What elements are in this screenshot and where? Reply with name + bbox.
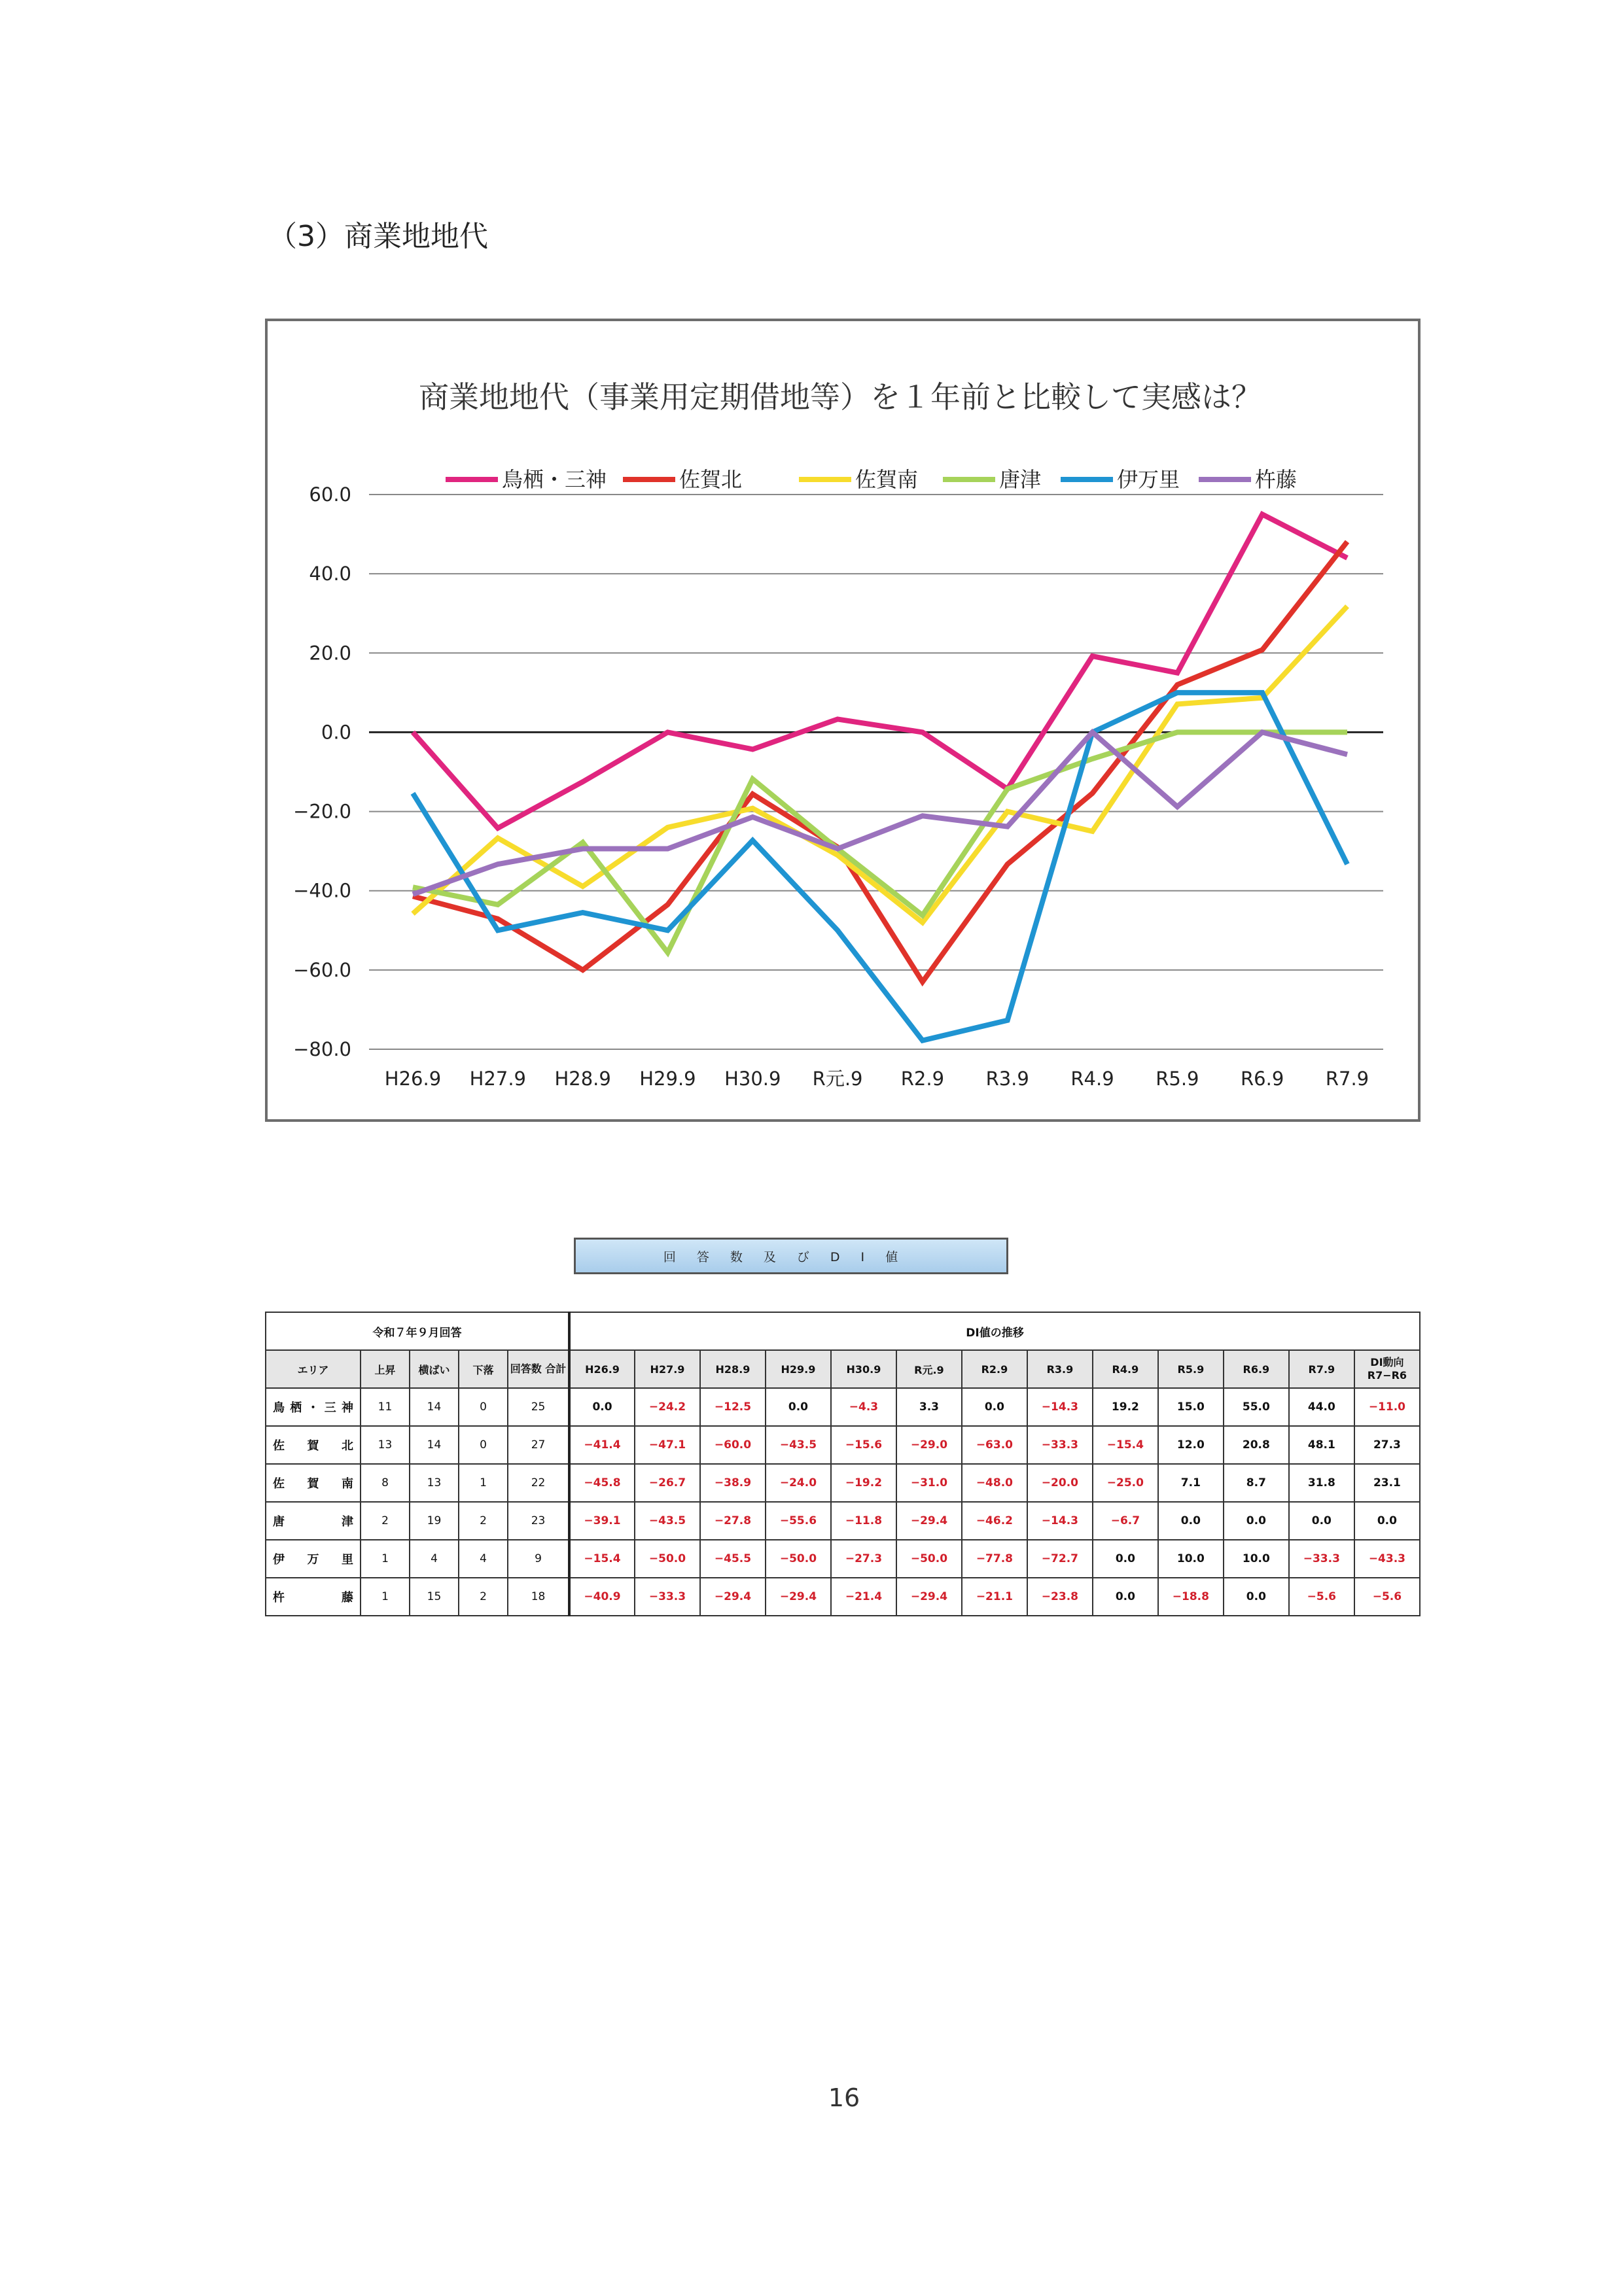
di-value-cell: 44.0 [1289, 1388, 1354, 1426]
di-value-cell: −50.0 [635, 1540, 700, 1578]
line-chart [268, 321, 1418, 1119]
legend-label: 伊万里 [1117, 467, 1180, 492]
page-number: 16 [828, 2083, 860, 2112]
di-value-cell: −29.4 [896, 1502, 962, 1540]
di-value-cell: −14.3 [1027, 1388, 1093, 1426]
di-value-cell: 10.0 [1224, 1540, 1289, 1578]
count-cell: 2 [459, 1502, 508, 1540]
count-cell: 23 [508, 1502, 569, 1540]
count-cell: 11 [361, 1388, 410, 1426]
di-value-cell: 31.8 [1289, 1464, 1354, 1502]
column-header: H29.9 [766, 1350, 831, 1388]
y-tick-label: 60.0 [309, 483, 351, 506]
chart-legend [446, 467, 1297, 492]
di-value-cell: 0.0 [1224, 1502, 1289, 1540]
di-value-cell: 48.1 [1289, 1426, 1354, 1464]
area-name: 鳥栖・三神 [266, 1388, 361, 1426]
legend-label: 佐賀北 [679, 467, 743, 492]
di-value-cell: −60.0 [700, 1426, 766, 1464]
count-cell: 2 [459, 1578, 508, 1616]
count-cell: 0 [459, 1426, 508, 1464]
x-tick-label: H27.9 [469, 1068, 527, 1090]
count-cell: 4 [410, 1540, 459, 1578]
di-value-cell: −43.5 [635, 1502, 700, 1540]
chart-title: 商業地地代（事業用定期借地等）を１年前と比較して実感は？ [419, 379, 1262, 415]
column-header: R7.9 [1289, 1350, 1354, 1388]
table-column-header-row [266, 1350, 1420, 1388]
di-value-cell: −25.0 [1093, 1464, 1158, 1502]
column-header: R3.9 [1027, 1350, 1093, 1388]
di-value-cell: 10.0 [1158, 1540, 1224, 1578]
table-row [266, 1426, 1420, 1464]
y-tick-label: −80.0 [293, 1038, 351, 1060]
di-value-cell: 0.0 [1354, 1502, 1420, 1540]
di-value-cell: 0.0 [766, 1388, 831, 1426]
column-header: R6.9 [1224, 1350, 1289, 1388]
area-name: 唐津 [266, 1502, 361, 1540]
di-value-cell: 0.0 [1093, 1578, 1158, 1616]
di-value-cell: −24.2 [635, 1388, 700, 1426]
di-value-cell: −12.5 [700, 1388, 766, 1426]
count-cell: 1 [361, 1578, 410, 1616]
column-header: R2.9 [962, 1350, 1027, 1388]
di-value-cell: 12.0 [1158, 1426, 1224, 1464]
table-caption: 回答数及びDI値 [574, 1238, 1008, 1274]
column-header: 上昇 [361, 1350, 410, 1388]
di-value-cell: 7.1 [1158, 1464, 1224, 1502]
table-row [266, 1540, 1420, 1578]
di-value-cell: −29.0 [896, 1426, 962, 1464]
di-value-cell: 0.0 [1224, 1578, 1289, 1616]
di-value-cell: −11.8 [831, 1502, 896, 1540]
table-row [266, 1578, 1420, 1616]
di-value-cell: −77.8 [962, 1540, 1027, 1578]
di-value-cell: 23.1 [1354, 1464, 1420, 1502]
count-cell: 22 [508, 1464, 569, 1502]
di-value-cell: −29.4 [896, 1578, 962, 1616]
di-value-cell: −48.0 [962, 1464, 1027, 1502]
column-header: H30.9 [831, 1350, 896, 1388]
di-value-cell: −39.1 [569, 1502, 635, 1540]
x-tick-label: R6.9 [1241, 1068, 1284, 1090]
di-value-cell: −33.3 [1027, 1426, 1093, 1464]
di-value-cell: −46.2 [962, 1502, 1027, 1540]
di-value-cell: −21.4 [831, 1578, 896, 1616]
column-header: 横ばい [410, 1350, 459, 1388]
y-tick-label: 20.0 [309, 642, 351, 665]
column-header: R4.9 [1093, 1350, 1158, 1388]
di-value-cell: 8.7 [1224, 1464, 1289, 1502]
chart-series [413, 514, 1347, 1040]
column-header: H27.9 [635, 1350, 700, 1388]
series-line-2 [413, 606, 1347, 922]
di-value-cell: −50.0 [766, 1540, 831, 1578]
di-value-cell: 15.0 [1158, 1388, 1224, 1426]
di-value-cell: −33.3 [1289, 1540, 1354, 1578]
legend-label: 唐津 [999, 467, 1042, 492]
di-value-cell: 0.0 [569, 1388, 635, 1426]
y-axis-ticks [293, 483, 351, 1060]
count-cell: 19 [410, 1502, 459, 1540]
y-tick-label: 0.0 [321, 721, 351, 744]
column-header: 回答数 合計 [508, 1350, 569, 1388]
count-cell: 18 [508, 1578, 569, 1616]
count-cell: 13 [410, 1464, 459, 1502]
di-value-cell: 20.8 [1224, 1426, 1289, 1464]
di-value-cell: −31.0 [896, 1464, 962, 1502]
y-tick-label: 40.0 [309, 563, 351, 585]
y-tick-label: −20.0 [293, 800, 351, 823]
di-value-cell: −26.7 [635, 1464, 700, 1502]
di-value-cell: −45.8 [569, 1464, 635, 1502]
di-value-cell: −43.5 [766, 1426, 831, 1464]
group-header-right: DI値の推移 [569, 1312, 1420, 1350]
di-value-cell: −15.4 [569, 1540, 635, 1578]
area-name: 伊万里 [266, 1540, 361, 1578]
di-value-cell: −47.1 [635, 1426, 700, 1464]
di-value-cell: −11.0 [1354, 1388, 1420, 1426]
x-tick-label: R7.9 [1325, 1068, 1369, 1090]
di-value-cell: −20.0 [1027, 1464, 1093, 1502]
di-value-cell: −15.6 [831, 1426, 896, 1464]
column-header: DI動向 R7−R6 [1354, 1350, 1420, 1388]
count-cell: 27 [508, 1426, 569, 1464]
di-value-cell: −4.3 [831, 1388, 896, 1426]
column-header: R元.9 [896, 1350, 962, 1388]
di-value-cell: −15.4 [1093, 1426, 1158, 1464]
di-value-cell: 0.0 [1093, 1540, 1158, 1578]
count-cell: 13 [361, 1426, 410, 1464]
table-group-header-row [266, 1312, 1420, 1350]
di-value-cell: −38.9 [700, 1464, 766, 1502]
count-cell: 1 [361, 1540, 410, 1578]
x-tick-label: R5.9 [1156, 1068, 1199, 1090]
series-line-1 [413, 542, 1347, 982]
di-value-cell: 27.3 [1354, 1426, 1420, 1464]
di-value-cell: −43.3 [1354, 1540, 1420, 1578]
x-tick-label: R元.9 [812, 1068, 863, 1090]
di-value-cell: −21.1 [962, 1578, 1027, 1616]
count-cell: 4 [459, 1540, 508, 1578]
di-value-cell: −18.8 [1158, 1578, 1224, 1616]
di-value-cell: 3.3 [896, 1388, 962, 1426]
legend-label: 佐賀南 [855, 467, 919, 492]
column-header: R5.9 [1158, 1350, 1224, 1388]
di-value-cell: −50.0 [896, 1540, 962, 1578]
x-tick-label: H29.9 [639, 1068, 696, 1090]
di-value-cell: −33.3 [635, 1578, 700, 1616]
di-value-cell: −5.6 [1289, 1578, 1354, 1616]
di-value-cell: −6.7 [1093, 1502, 1158, 1540]
count-cell: 25 [508, 1388, 569, 1426]
x-axis-ticks [385, 1068, 1369, 1090]
di-value-cell: −55.6 [766, 1502, 831, 1540]
di-value-cell: −41.4 [569, 1426, 635, 1464]
table-row [266, 1388, 1420, 1426]
count-cell: 9 [508, 1540, 569, 1578]
table-body [266, 1388, 1420, 1616]
di-value-cell: −27.3 [831, 1540, 896, 1578]
di-value-cell: −5.6 [1354, 1578, 1420, 1616]
x-tick-label: R3.9 [985, 1068, 1029, 1090]
count-cell: 8 [361, 1464, 410, 1502]
di-value-cell: −72.7 [1027, 1540, 1093, 1578]
di-value-cell: −19.2 [831, 1464, 896, 1502]
di-table [265, 1312, 1421, 1616]
column-header: 下落 [459, 1350, 508, 1388]
x-tick-label: H30.9 [724, 1068, 781, 1090]
group-header-left: 令和７年９月回答 [266, 1312, 569, 1350]
di-value-cell: 55.0 [1224, 1388, 1289, 1426]
legend-label: 杵藤 [1255, 467, 1297, 492]
y-tick-label: −60.0 [293, 958, 351, 981]
di-value-cell: 0.0 [962, 1388, 1027, 1426]
x-tick-label: R2.9 [900, 1068, 945, 1090]
di-value-cell: −27.8 [700, 1502, 766, 1540]
di-value-cell: −29.4 [700, 1578, 766, 1616]
count-cell: 0 [459, 1388, 508, 1426]
area-name: 佐賀南 [266, 1464, 361, 1502]
di-value-cell: −63.0 [962, 1426, 1027, 1464]
di-value-cell: −14.3 [1027, 1502, 1093, 1540]
di-value-cell: −29.4 [766, 1578, 831, 1616]
column-header: H26.9 [569, 1350, 635, 1388]
di-value-cell: −24.0 [766, 1464, 831, 1502]
di-value-cell: 0.0 [1158, 1502, 1224, 1540]
column-header: エリア [266, 1350, 361, 1388]
count-cell: 14 [410, 1388, 459, 1426]
count-cell: 2 [361, 1502, 410, 1540]
di-value-cell: −45.5 [700, 1540, 766, 1578]
count-cell: 15 [410, 1578, 459, 1616]
count-cell: 14 [410, 1426, 459, 1464]
table-row [266, 1502, 1420, 1540]
chart-frame [265, 319, 1421, 1122]
legend-label: 鳥栖・三神 [502, 467, 607, 492]
x-tick-label: H26.9 [384, 1068, 442, 1090]
area-name: 杵藤 [266, 1578, 361, 1616]
x-tick-label: R4.9 [1070, 1068, 1114, 1090]
di-value-cell: 19.2 [1093, 1388, 1158, 1426]
section-title: （3）商業地地代 [268, 220, 488, 253]
column-header: H28.9 [700, 1350, 766, 1388]
di-value-cell: 0.0 [1289, 1502, 1354, 1540]
count-cell: 1 [459, 1464, 508, 1502]
area-name: 佐賀北 [266, 1426, 361, 1464]
table-row [266, 1464, 1420, 1502]
x-tick-label: H28.9 [554, 1068, 611, 1090]
di-value-cell: −40.9 [569, 1578, 635, 1616]
di-value-cell: −23.8 [1027, 1578, 1093, 1616]
y-tick-label: −40.0 [293, 879, 351, 902]
